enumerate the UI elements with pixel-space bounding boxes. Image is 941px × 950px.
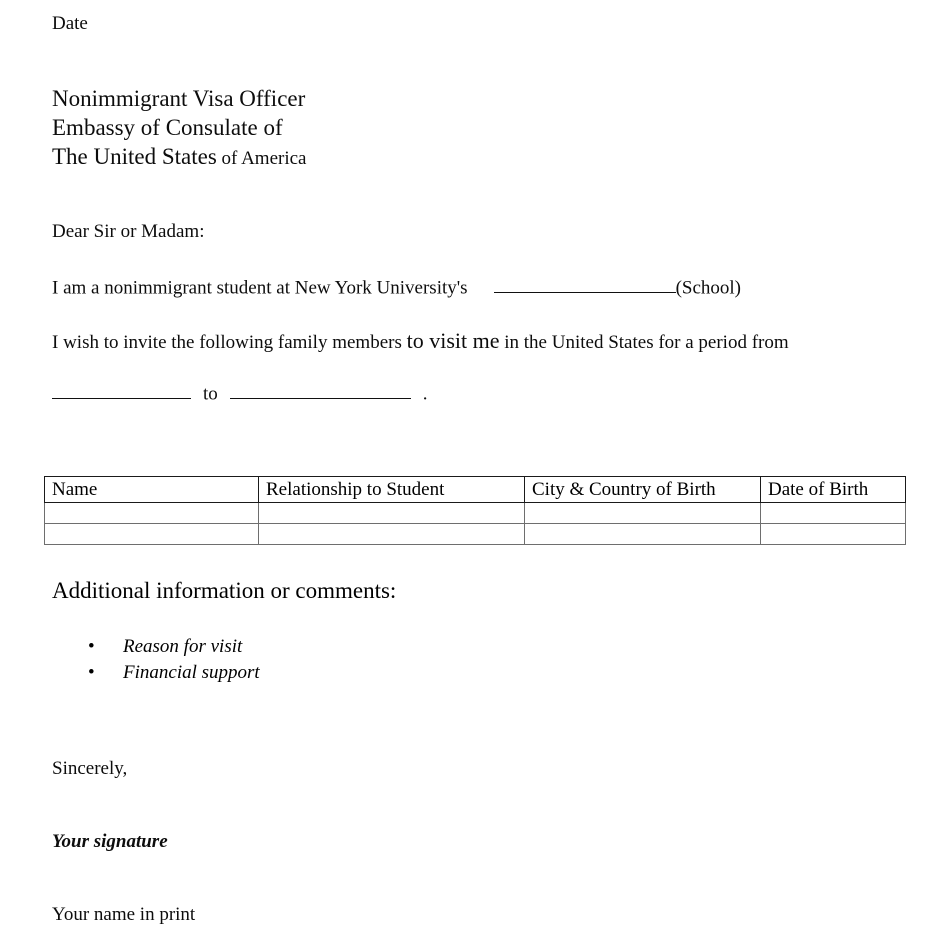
cell-name[interactable]: [45, 524, 259, 545]
school-paragraph: [52, 275, 741, 299]
list-item: [52, 660, 260, 686]
invite-emphasis: to visit me: [406, 328, 500, 353]
table-header-date-of-birth: Date of Birth: [761, 477, 906, 503]
table-header-city-country: City & Country of Birth: [525, 477, 761, 503]
additional-info-list: [52, 634, 260, 686]
list-item-label: Financial support: [123, 662, 260, 683]
table-row: [45, 524, 906, 545]
recipient-country-suffix: of America: [216, 148, 307, 169]
invite-paragraph: [52, 328, 789, 354]
table-header-relationship: Relationship to Student: [259, 477, 525, 503]
school-paragraph-text: I am a nonimmigrant student at New York University's: [52, 277, 468, 299]
bullet-icon: •: [88, 662, 95, 683]
additional-info-heading: Additional information or comments:: [52, 578, 397, 603]
school-paragraph-suffix: (School): [675, 277, 742, 299]
cell-relationship[interactable]: [259, 503, 525, 524]
list-item: [52, 634, 260, 660]
recipient-line-2: Embassy of Consulate of: [52, 115, 283, 140]
signature-placeholder: Your signature: [52, 831, 168, 852]
cell-date-of-birth[interactable]: [761, 524, 906, 545]
date-range-connector: to: [203, 383, 218, 405]
date-to-blank[interactable]: [230, 381, 411, 399]
printed-name-placeholder: Your name in print: [52, 904, 196, 925]
cell-name[interactable]: [45, 503, 259, 524]
school-name-blank[interactable]: [494, 275, 676, 293]
invite-text-part1: I wish to invite the following family members: [52, 332, 407, 353]
family-members-table: [44, 476, 906, 545]
date-range-terminator: .: [422, 383, 428, 405]
invite-text-part2: in the United States for a period from: [499, 332, 789, 353]
cell-city-country[interactable]: [525, 503, 761, 524]
cell-relationship[interactable]: [259, 524, 525, 545]
cell-date-of-birth[interactable]: [761, 503, 906, 524]
date-range-line: [52, 381, 428, 405]
recipient-line-1: Nonimmigrant Visa Officer: [52, 86, 306, 111]
table-header-name: Name: [45, 477, 259, 503]
recipient-line-3: [52, 145, 306, 168]
cell-city-country[interactable]: [525, 524, 761, 545]
closing-salutation: Sincerely,: [52, 758, 128, 779]
table-row: [45, 503, 906, 524]
salutation: Dear Sir or Madam:: [52, 221, 205, 242]
date-label: Date: [52, 13, 88, 34]
bullet-icon: •: [88, 636, 95, 657]
recipient-country: The United States: [52, 144, 217, 169]
list-item-label: Reason for visit: [123, 636, 243, 657]
date-from-blank[interactable]: [52, 381, 191, 399]
table-header-row: [45, 477, 906, 503]
